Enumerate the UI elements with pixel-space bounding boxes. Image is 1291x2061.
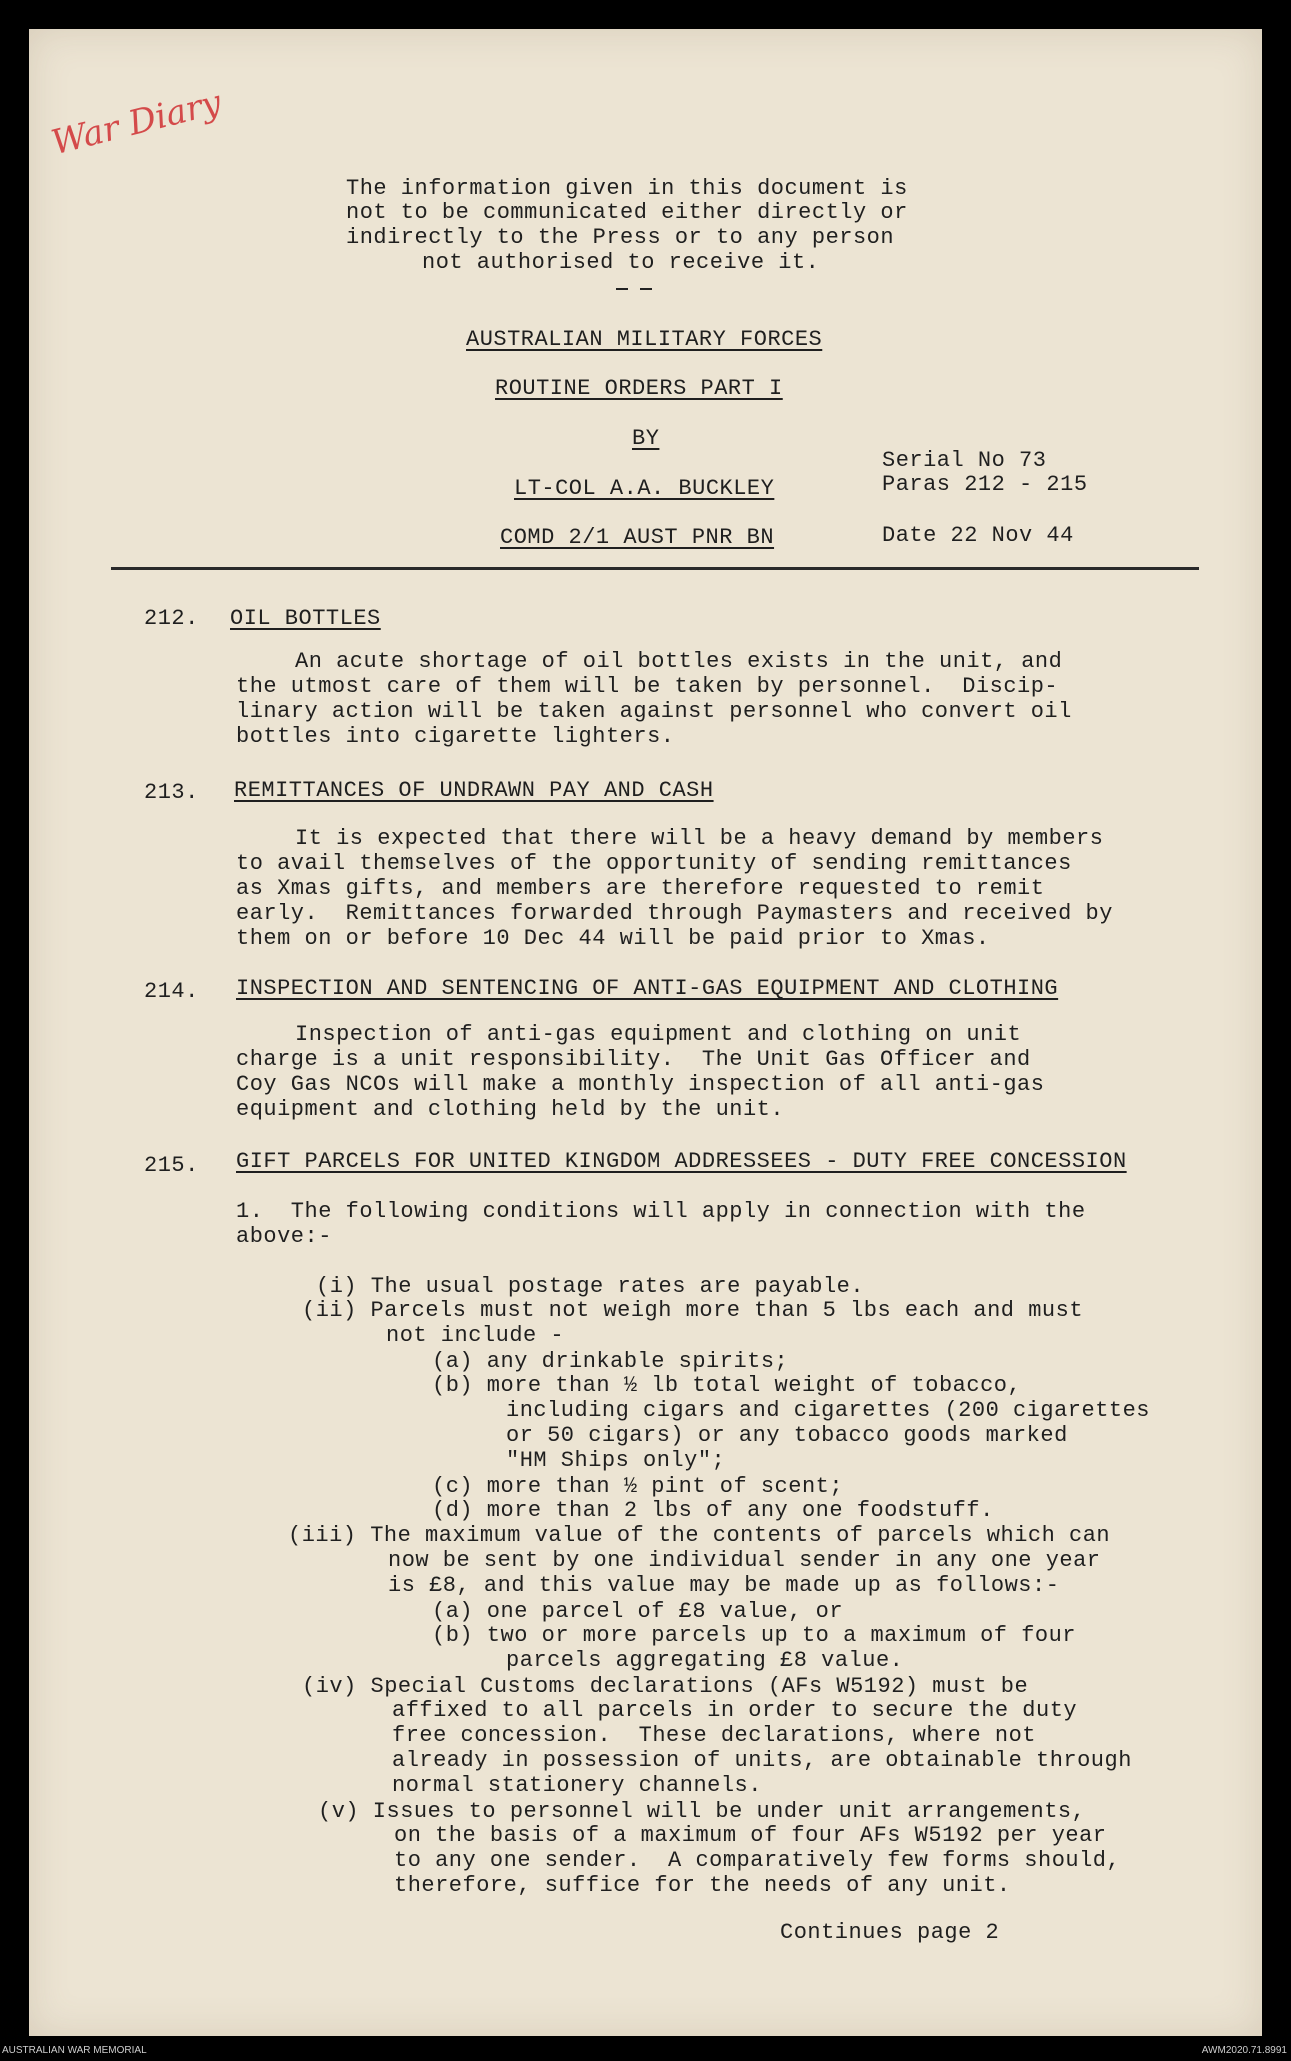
list-item: (ii) Parcels must not weigh more than 5 lbs each and must [302,1298,1084,1323]
order-date: Date 22 Nov 44 [882,523,1074,548]
list-item: (b) two or more parcels up to a maximum of four [432,1623,1077,1648]
para-line: linary action will be taken against personnel who convert oil [236,699,1072,724]
para-line: them on or before 10 Dec 44 will be paid prior to Xmas. [236,926,990,951]
list-item: free concession. These declarations, where not [392,1723,1037,1748]
handwritten-war-diary-note [47,82,226,203]
para-number: 212. [144,606,199,631]
org-heading: AUSTRALIAN MILITARY FORCES [466,327,823,352]
list-item: (a) one parcel of £8 value, or [432,1599,844,1624]
serial-number: Serial No 73 [882,448,1047,473]
para-line: to avail themselves of the opportunity of sending remittances [236,851,1072,876]
para-number: 214. [144,979,199,1004]
list-item: is £8, and this value may be made up as follows:- [388,1573,1060,1598]
para-intro: 1. The following conditions will apply in connection with the [236,1199,1086,1224]
list-item: already in possession of units, are obtainable through [392,1748,1132,1773]
notice-dash [616,288,628,290]
para-line: It is expected that there will be a heavy demand by members [295,826,1104,851]
para-line: the utmost care of them will be taken by personnel. Discip- [236,674,1059,699]
para-line: equipment and clothing held by the unit. [236,1097,785,1122]
paras-range: Paras 212 - 215 [882,472,1088,497]
list-item: (a) any drinkable spirits; [432,1349,789,1374]
notice-line-4: not authorised to receive it. [422,250,820,275]
notice-line-1: The information given in this document is [346,176,908,201]
para-intro: above:- [236,1224,332,1249]
list-item: therefore, suffice for the needs of any unit. [394,1873,1011,1898]
officer-name: LT-COL A.A. BUCKLEY [514,476,775,501]
para-line: charge is a unit responsibility. The Unit Gas Officer and [236,1047,1031,1072]
list-item: (d) more than 2 lbs of any one foodstuff. [432,1498,994,1523]
list-item: including cigars and cigarettes (200 cigarettes [506,1398,1151,1423]
list-item: on the basis of a maximum of four AFs W5192 per year [394,1823,1107,1848]
by-label: BY [632,426,660,451]
para-number: 215. [144,1153,199,1178]
orders-title: ROUTINE ORDERS PART I [495,376,783,401]
para-line: bottles into cigarette lighters. [236,724,675,749]
para-number: 213. [144,780,199,805]
list-item: (iv) Special Customs declarations (AFs W5192) must be [302,1674,1029,1699]
list-item: not include - [386,1323,565,1348]
list-item: "HM Ships only"; [506,1448,726,1473]
list-item: or 50 cigars) or any tobacco goods marked [506,1423,1068,1448]
list-item: (iii) The maximum value of the contents of parcels which can [288,1523,1111,1548]
para-heading: OIL BOTTLES [230,606,381,631]
para-line: early. Remittances forwarded through Paymasters and received by [236,901,1113,926]
footer-accession: AWM2020.71.8991 [1201,2045,1287,2056]
para-line: An acute shortage of oil bottles exists in the unit, and [295,649,1063,674]
header-divider [111,567,1199,570]
list-item: parcels aggregating £8 value. [506,1648,904,1673]
list-item: (i) The usual postage rates are payable. [316,1274,865,1299]
svg-text:War Diary: War Diary [47,82,226,164]
list-item: (c) more than ½ pint of scent; [432,1474,844,1499]
continues-note: Continues page 2 [780,1920,1000,1945]
list-item: (v) Issues to personnel will be under unit arrangements, [318,1799,1086,1824]
list-item: normal stationery channels. [392,1773,762,1798]
notice-line-3: indirectly to the Press or to any person [346,225,895,250]
para-heading: REMITTANCES OF UNDRAWN PAY AND CASH [234,778,714,803]
list-item: affixed to all parcels in order to secure the duty [392,1698,1078,1723]
list-item: (b) more than ½ lb total weight of tobacco, [432,1373,1022,1398]
list-item: to any one sender. A comparatively few forms should, [394,1848,1121,1873]
para-heading: INSPECTION AND SENTENCING OF ANTI-GAS EQUIPMENT AND CLOTHING [236,976,1059,1001]
para-line: Coy Gas NCOs will make a monthly inspection of all anti-gas [236,1072,1045,1097]
para-line: Inspection of anti-gas equipment and clothing on unit [295,1022,1022,1047]
unit-name: COMD 2/1 AUST PNR BN [500,525,775,550]
para-line: as Xmas gifts, and members are therefore requested to remit [236,876,1045,901]
notice-dash [640,288,652,290]
footer-source: AUSTRALIAN WAR MEMORIAL [2,2045,147,2056]
notice-line-2: not to be communicated either directly or [346,200,908,225]
list-item: now be sent by one individual sender in any one year [388,1548,1101,1573]
para-heading: GIFT PARCELS FOR UNITED KINGDOM ADDRESSEES - DUTY FREE CONCESSION [236,1149,1127,1174]
